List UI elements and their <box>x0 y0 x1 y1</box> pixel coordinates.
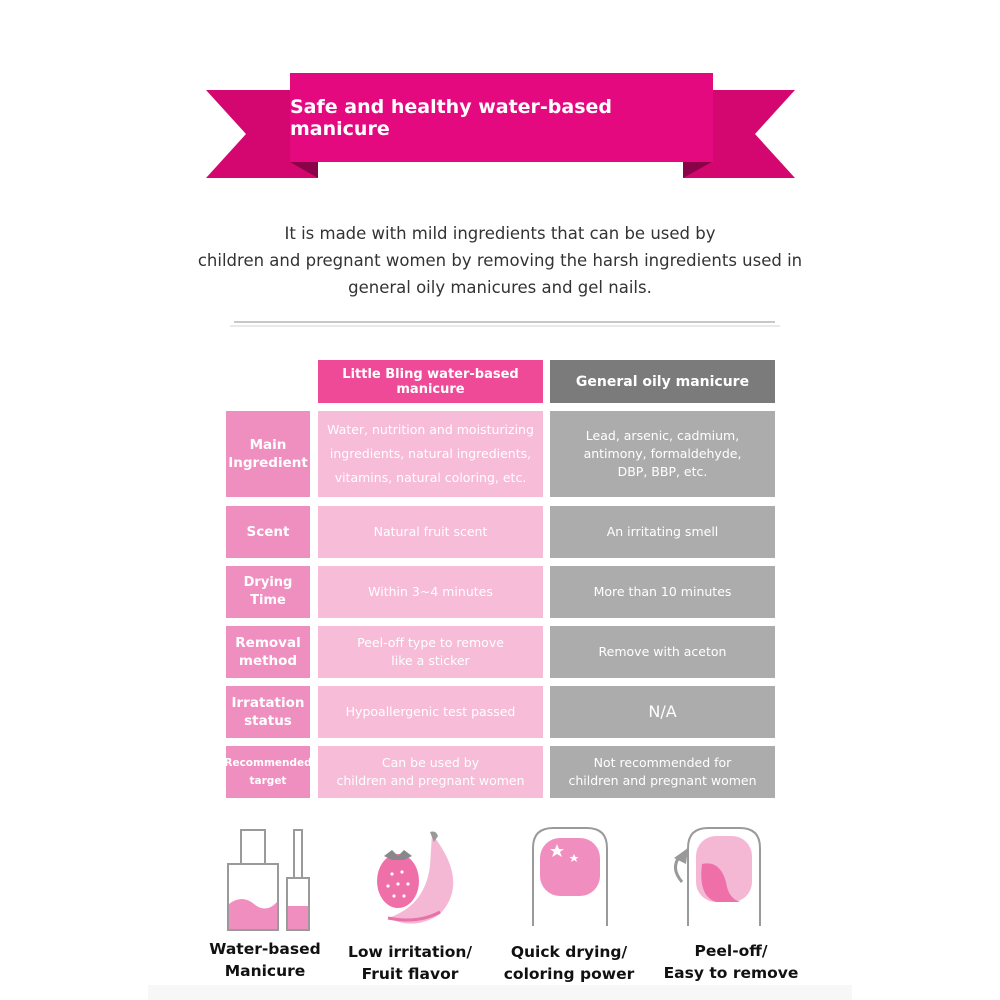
row-label-recommended-target: Recommended target <box>226 746 310 798</box>
cell-pink-main-ingredient: Water, nutrition and moisturizing ingredients, natural ingredients, vitamins, natural coloring, etc. <box>318 411 543 497</box>
feature-label-peel-off: Peel-off/ Easy to remove <box>663 942 799 982</box>
cell-pink-scent: Natural fruit scent <box>318 506 543 558</box>
cell-gray-main-ingredient: Lead, arsenic, cadmium, antimony, formaldehyde, DBP, BBP, etc. <box>550 411 775 497</box>
cell-pink-removal-method: Peel-off type to remove like a sticker <box>318 626 543 678</box>
cell-gray-scent: An irritating smell <box>550 506 775 558</box>
cell-pink-recommended-target: Can be used by children and pregnant women <box>318 746 543 798</box>
bottom-strip <box>148 985 852 1000</box>
cell-gray-drying-time: More than 10 minutes <box>550 566 775 618</box>
row-label-drying-time: Drying Time <box>226 566 310 618</box>
feature-label-water-based: Water-based Manicure <box>209 940 321 980</box>
row-label-removal-method: Removal method <box>226 626 310 678</box>
intro-line: general oily manicures and gel nails. <box>348 278 652 297</box>
row-label-irritation-status: Irratation status <box>226 686 310 738</box>
feature-label-low-irritation: Low irritation/ Fruit flavor <box>347 943 473 983</box>
cell-gray-irritation-status: N/A <box>550 686 775 738</box>
row-label-scent: Scent <box>226 506 310 558</box>
banner-title: Safe and healthy water-based manicure <box>290 95 613 140</box>
intro-line: It is made with mild ingredients that can be used by <box>284 224 716 243</box>
cell-pink-drying-time: Within 3~4 minutes <box>318 566 543 618</box>
divider <box>230 318 780 330</box>
intro-line: children and pregnant women by removing the harsh ingredients used in <box>197 251 803 270</box>
column-header-little-bling: Little Bling water-based manicure <box>318 360 543 403</box>
nail-polish-bottle-icon <box>218 822 318 934</box>
feature-label-quick-drying: Quick drying/ coloring power <box>503 943 635 983</box>
cell-gray-removal-method: Remove with aceton <box>550 626 775 678</box>
cell-pink-irritation-status: Hypoallergenic test passed <box>318 686 543 738</box>
cell-gray-recommended-target: Not recommended for children and pregnant women <box>550 746 775 798</box>
peel-off-nail-icon <box>668 820 768 932</box>
intro-paragraph <box>150 220 850 301</box>
strawberry-banana-icon <box>370 826 470 930</box>
star-nail-icon <box>525 820 615 932</box>
column-header-oily: General oily manicure <box>550 360 775 403</box>
row-label-main-ingredient: Main Ingredient <box>226 411 310 497</box>
